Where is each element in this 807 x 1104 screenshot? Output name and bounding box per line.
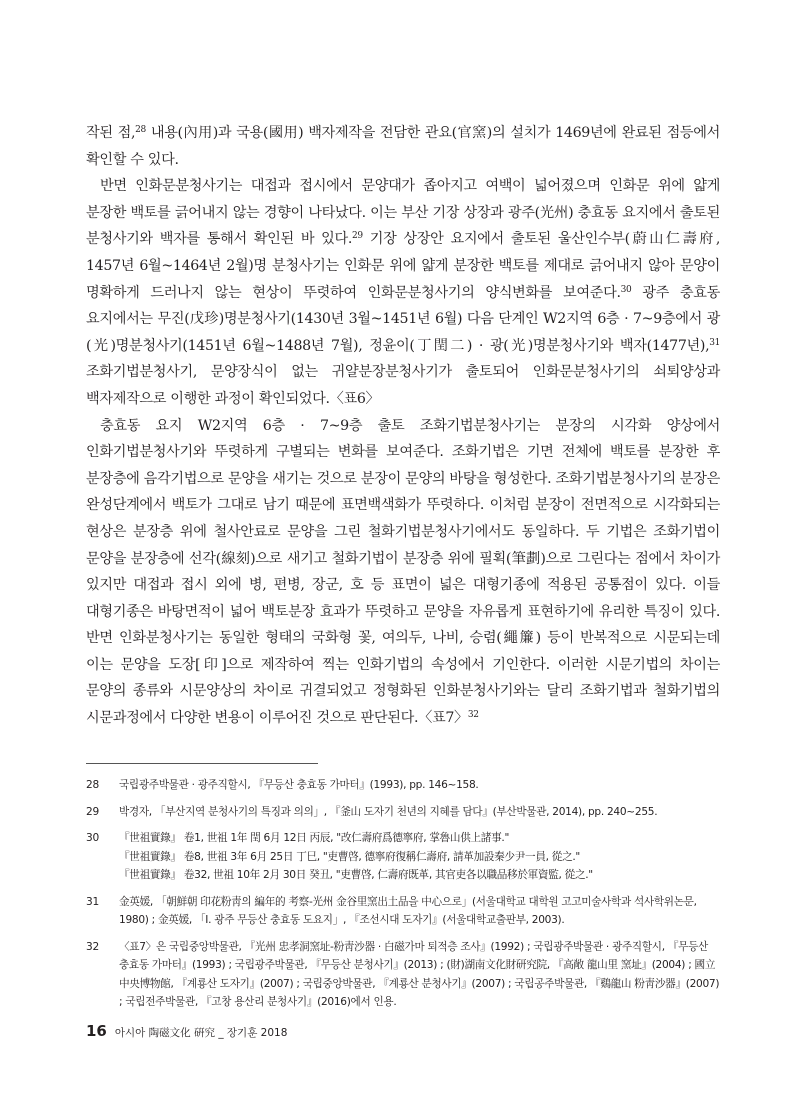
footnote-text: 『世祖實錄』 卷8, 世祖 3年 6月 25日 丁巳, "吏曹啓, 德寧府復稱仁壽府, 請革加設秦少尹一員, 從之." [119, 850, 580, 863]
footnote-ref-30[interactable]: 30 [620, 284, 632, 295]
footnote-text: 〈표7〉은 국립중앙박물관, 『光州 忠孝洞窯址-粉靑沙器 · 白磁가마 퇴적층 조사』(1992) ; 국립광주박물관 · 광주직할시, 『무등산 충효동 가마터』(1993) ; 국립광주박물관, 『무등산 분청사기』(2013) ; (財)湖南文化財研究院, 『高敞 龍山里 窯址』(2004) ; 國立中央博物館, 『계룡산 도자기』(2007) ; 국립중앙박물관, 『계룡산 분청사기』(2007) ; 국립공주박물관, 『鷄龍山 粉靑沙器』(2007) ; 국립전주박물관, 『고창 용산리 분청사기』(2016)에서 인용. [119, 940, 720, 1008]
footnote-number: 30 [86, 832, 99, 844]
footnote-text: 국립광주박물관 · 광주직할시, 『무등산 충효동 가마터』(1993), pp. 146~158. [119, 779, 479, 791]
footnote-text: 『世祖實錄』 卷32, 世祖 10年 2月 30日 癸丑, "吏曹啓, 仁壽府既革, 其官吏各以職品移於軍資監, 從之." [119, 869, 593, 881]
text-run: 광주 충효동 요지에서는 무진(戊珍)명분청사기(1430년 3월~1451년 6월) 다음 단계인 W2지역 6층 · 7~9층에서 광(光)명분청사기(1451년 6월~1488년 7월), 정윤이(丁閏二) · 광(光)명분청사기와 백자(1477년), [86, 284, 720, 354]
footnote-30 [86, 829, 720, 885]
footnote-number: 32 [86, 940, 99, 953]
text-run: 충효동 요지 W2지역 6층 · 7~9층 출토 조화기법분청사기는 분장의 시각화 양상에서 인화기법분청사기와 뚜렷하게 구별되는 변화를 보여준다. 조화기법은 기면 전체에 백토를 분장한 후 분장층에 음각기법으로 문양을 새기는 것으로 분장이 문양의 바탕을 형성한다. 조화기법분청사기의 분장은 완성단계에서 백토가 그대로 남기 때문에 표면백색화가 뚜렷하다. 이처럼 분장이 전면적으로 시각화되는 현상은 분장층 위에 철사안료로 문양을 그린 철화기법분청사기에서도 동일하다. 두 기법은 조화기법이 문양을 분장층에 선각(線刻)으로 새기고 철화기법이 분장층 위에 필획(筆劃)으로 그린다는 점에서 차이가 있지만 대접과 접시 외에 병, 편병, 장군, 호 등 표면이 넓은 대형기종에 적용된 공통점이 있다. 이들 대형기종은 바탕면적이 넓어 백토분장 효과가 뚜렷하고 문양을 자유롭게 표현하기에 유리한 특징이 있다. 반면 인화분청사기는 동일한 형태의 국화형 꽃, 여의두, 나비, 승렴(繩簾) 등이 반복적으로 시문되는데 이는 문양을 도장[印]으로 제작하여 찍는 인화기법의 속성에서 기인한다. 이러한 시문기법의 차이는 문양의 종류와 시문양상의 차이로 귀결되었고 정형화된 인화분청사기와는 달리 조화기법과 철화기법의 시문과정에서 다양한 변용이 이루어진 것으로 판단된다.〈표7〉 [86, 417, 720, 727]
text-run: 내용(內用)과 국용(國用) 백자제작을 전담한 관요(官窯)의 설치가 1469년에 완료된 점등에서 확인할 수 있다. [86, 125, 720, 168]
footnotes [86, 776, 720, 1020]
footnote-28 [86, 776, 720, 795]
footnote-ref-29[interactable]: 29 [352, 231, 363, 242]
text-run: 반면 인화문분청사기는 대접과 접시에서 문양대가 좁아지고 여백이 넓어졌으며 인화문 위에 얇게 분장한 백토를 긁어내지 않는 경향이 나타났다. 이는 부산 기장 상장과 광주(光州) 충효동 요지에서 출토된 분청사기와 백자를 통해서 확인된 바 있다. [86, 178, 720, 248]
text-run: 작된 점, [86, 125, 136, 141]
footnote-number: 29 [86, 805, 99, 818]
footnote-text: 金英媛, 「朝鮮朝 印花粉靑의 編年的 考察-光州 金谷里窯出土品을 中心으로」(서울대학교 대학원 고고미술사학과 석사학위논문, 1980) ; 金英媛, 「Ⅰ. 광주 무등산 충효동 도요지」, 『조선시대 도자기』(서울대학교출판부, 2003). [119, 895, 697, 926]
footnote-text: 박경자, 「부산지역 분청사기의 특징과 의의」, 『釜山 도자기 천년의 지혜를 담다』(부산박물관, 2014), pp. 240~255. [119, 805, 658, 818]
running-title: 아시아 陶磁文化 硏究 _ 장기훈 2018 [114, 1027, 288, 1039]
text-run: 조화기법분청사기, 문양장식이 없는 귀얄분장분청사기가 출토되어 인화문분청사기의 쇠퇴양상과 백자제작으로 이행한 과정이 확인되었다.〈표6〉 [86, 364, 720, 407]
footnote-32 [86, 938, 720, 1012]
page-number: 16 [86, 1022, 107, 1040]
text-run: 기장 상장안 요지에서 출토된 울산인수부(蔚山仁壽府, 1457년 6월~1464년 2월)명 분청사기는 인화문 위에 얇게 분장한 백토를 제대로 긁어내지 않아 문양이 명확하게 드러나지 않는 현상이 뚜렷하여 인화문분청사기의 양식변화를 보여준다. [86, 231, 721, 301]
paragraph-2 [86, 173, 720, 412]
footnote-ref-28[interactable]: 28 [135, 125, 146, 135]
footnote-divider [86, 763, 318, 764]
paragraph-3 [86, 413, 720, 732]
footnote-text: 『世祖實錄』 卷1, 世祖 1年 閏 6月 12日 丙辰, "改仁壽府爲德寧府, 掌魯山供上諸事." [119, 832, 510, 844]
paragraph-1 [86, 120, 720, 173]
footnote-ref-31[interactable]: 31 [709, 337, 720, 348]
footnote-number: 31 [86, 895, 99, 908]
footnote-number: 28 [86, 779, 99, 791]
main-text [86, 120, 720, 732]
page-footer [86, 1022, 287, 1040]
footnote-ref-32[interactable]: 32 [467, 710, 479, 721]
footnote-31 [86, 893, 720, 930]
footnote-29 [86, 803, 720, 822]
